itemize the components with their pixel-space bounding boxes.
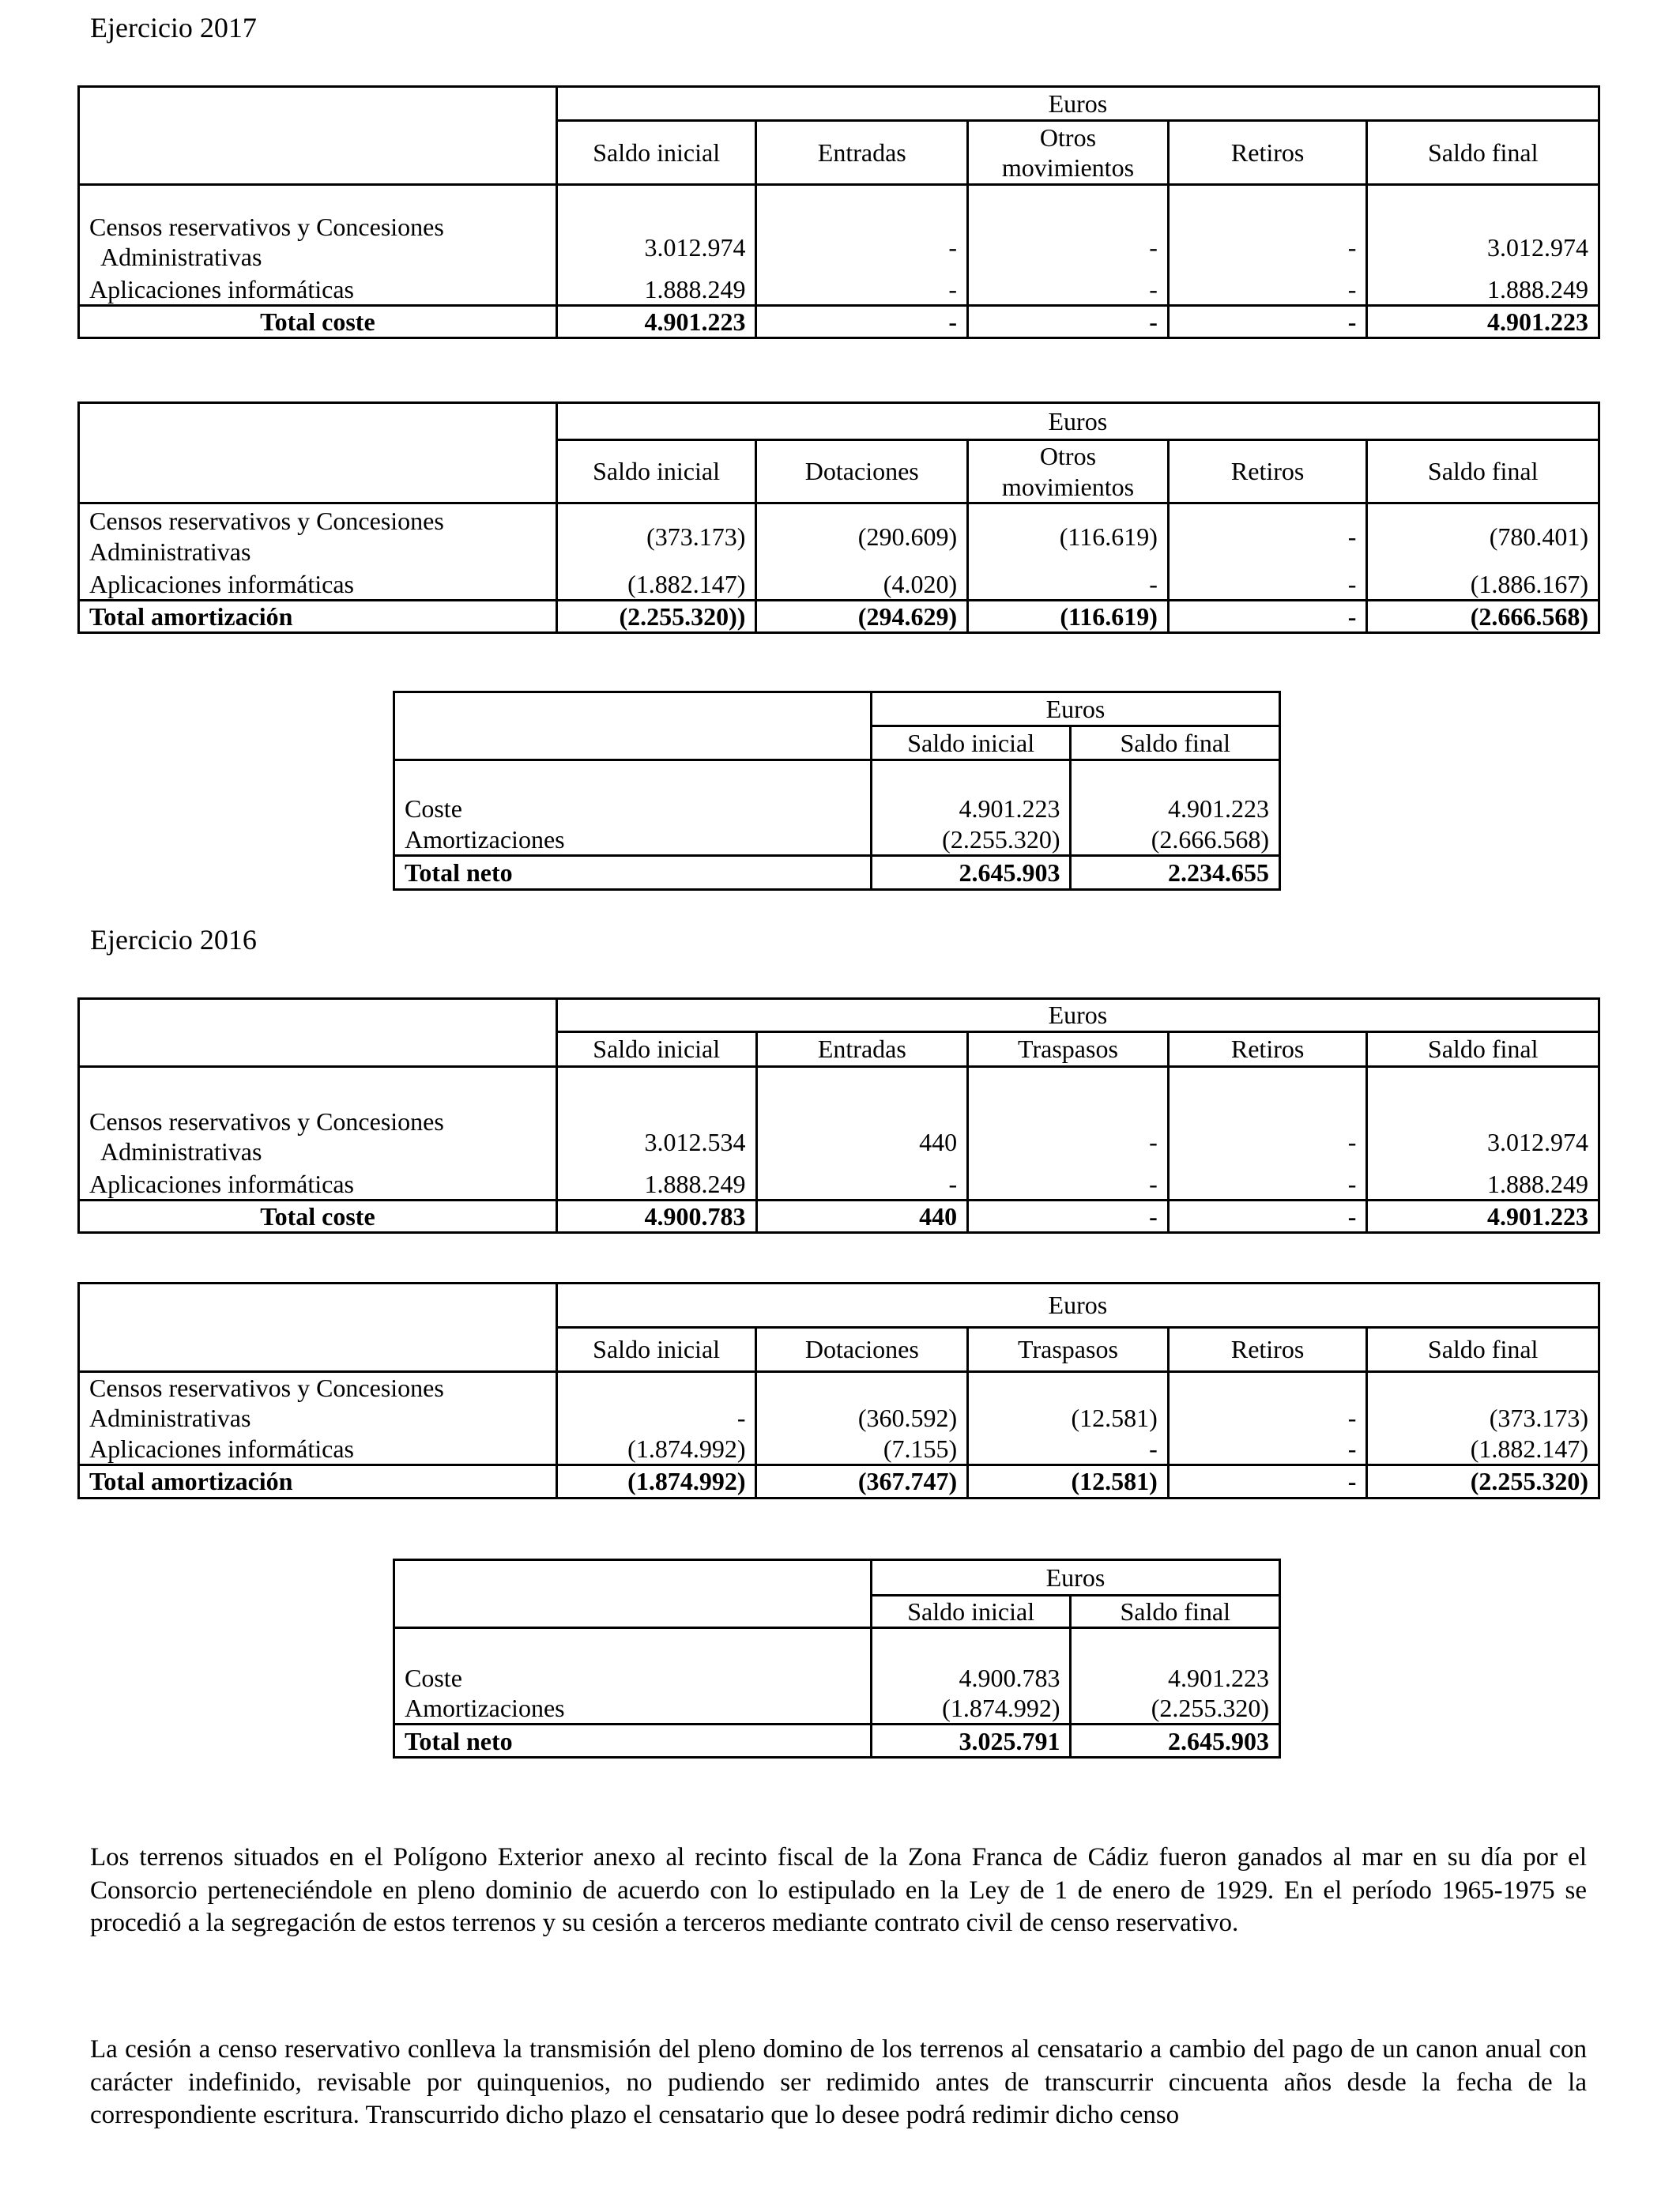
cell-value: - <box>756 185 968 274</box>
cell-value: - <box>1168 1434 1367 1465</box>
col-header: Saldo inicial <box>871 726 1071 760</box>
euros-header: Euros <box>871 692 1279 726</box>
col-header: Retiros <box>1168 121 1367 185</box>
cell-value: - <box>968 1067 1169 1169</box>
total-value: (367.747) <box>756 1465 968 1498</box>
cell-value: (1.882.147) <box>556 569 756 601</box>
total-label: Total amortización <box>79 600 557 632</box>
col-header: Retiros <box>1168 1032 1367 1067</box>
col-header: Entradas <box>756 121 968 185</box>
table-2017-neto <box>393 691 1281 891</box>
col-header: Otros movimientos <box>968 440 1169 503</box>
total-value: - <box>1168 1200 1367 1232</box>
cell-value: (290.609) <box>756 503 968 569</box>
total-label: Total coste <box>79 1200 557 1232</box>
cell-value: - <box>1168 274 1367 306</box>
total-value: 3.025.791 <box>871 1725 1071 1758</box>
table-2017-amortizacion <box>77 401 1600 634</box>
col-header: Retiros <box>1168 440 1367 503</box>
cell-value: (2.255.320) <box>1071 1693 1280 1725</box>
row-label: Coste <box>394 760 872 824</box>
cell-value: 4.900.783 <box>871 1628 1071 1693</box>
col-header: Retiros <box>1168 1328 1367 1372</box>
cell-value: 4.901.223 <box>1071 1628 1280 1693</box>
header-blank <box>394 692 872 760</box>
row-label: Censos reservativos y Concesiones Administrativas <box>79 185 557 274</box>
cell-value: 440 <box>756 1067 968 1169</box>
paragraph-terrenos: Los terrenos situados en el Polígono Exterior anexo al recinto fiscal de la Zona Franca de Cádiz fueron ganados al mar en su día por el Consorcio perteneciéndole en pleno dominio de acuerdo con lo estipulado en la Ley de 1 de enero de 1929. En el período 1965-1975 se procedió a la segregación de estos terrenos y su cesión a terceros mediante contrato civil de censo reservativo. <box>90 1843 1587 1938</box>
cell-value: - <box>1168 1169 1367 1201</box>
cell-value: - <box>1168 1372 1367 1434</box>
cell-value: - <box>968 569 1169 601</box>
col-header: Dotaciones <box>756 440 968 503</box>
cell-value: - <box>1168 569 1367 601</box>
cell-value: 4.901.223 <box>871 760 1071 824</box>
cell-value: - <box>1168 1067 1367 1169</box>
col-header: Saldo final <box>1367 1032 1599 1067</box>
total-value: (2.255.320) <box>1367 1465 1599 1498</box>
row-label: Censos reservativos y Concesiones Administrativas <box>79 503 557 569</box>
cell-value: (2.255.320) <box>871 824 1071 856</box>
euros-header: Euros <box>556 999 1599 1032</box>
total-value: (2.666.568) <box>1367 600 1599 632</box>
row-label: Censos reservativos y Concesiones Administrativas <box>79 1067 557 1169</box>
cell-value: - <box>968 1434 1169 1465</box>
col-header: Saldo final <box>1071 1596 1280 1628</box>
total-value: - <box>968 305 1169 337</box>
paragraph-cesion: La cesión a censo reservativo conlleva la transmisión del pleno domino de los terrenos al censatario a cambio del pago de un canon anual con carácter indefinido, revisable por quinquenios, no pudiendo ser redimido antes de transcurrir cincuenta años desde la fecha de la correspondiente escritura. Transcurrido dicho plazo el censatario que lo desee podrá redimir dicho censo <box>90 2035 1587 2130</box>
cell-value: - <box>968 185 1169 274</box>
cell-value: (2.666.568) <box>1071 824 1280 856</box>
total-value: 2.645.903 <box>871 856 1071 890</box>
cell-value: - <box>968 1169 1169 1201</box>
total-label: Total neto <box>394 1725 872 1758</box>
total-value: - <box>1168 1465 1367 1498</box>
row-label: Aplicaciones informáticas <box>79 1169 557 1201</box>
total-value: - <box>1168 305 1367 337</box>
row-label: Amortizaciones <box>394 1693 872 1725</box>
cell-value: (373.173) <box>1367 1372 1599 1434</box>
cell-value: (12.581) <box>968 1372 1169 1434</box>
cell-value: (1.874.992) <box>871 1693 1071 1725</box>
table-2016-amortizacion <box>77 1282 1600 1499</box>
total-label: Total coste <box>79 305 557 337</box>
cell-value: - <box>756 1169 968 1201</box>
cell-value: 3.012.974 <box>1367 185 1599 274</box>
cell-value: (7.155) <box>756 1434 968 1465</box>
total-value: - <box>968 1200 1169 1232</box>
header-blank <box>79 403 557 503</box>
total-value: (294.629) <box>756 600 968 632</box>
cell-value: 3.012.974 <box>1367 1067 1599 1169</box>
row-label: Censos reservativos y Concesiones Administrativas <box>79 1372 557 1434</box>
cell-value: - <box>968 274 1169 306</box>
col-header: Otros movimientos <box>968 121 1169 185</box>
euros-header: Euros <box>556 87 1599 121</box>
row-label: Aplicaciones informáticas <box>79 1434 557 1465</box>
euros-header: Euros <box>556 403 1599 440</box>
cell-value: - <box>1168 185 1367 274</box>
total-value: (1.874.992) <box>556 1465 756 1498</box>
total-value: (12.581) <box>968 1465 1169 1498</box>
header-blank <box>79 1284 557 1372</box>
section-title-2016: Ejercicio 2016 <box>90 924 257 956</box>
table-2016-neto <box>393 1559 1281 1759</box>
table-2017-coste <box>77 85 1600 339</box>
cell-value: (116.619) <box>968 503 1169 569</box>
cell-value: (360.592) <box>756 1372 968 1434</box>
total-value: 4.900.783 <box>556 1200 756 1232</box>
cell-value: 4.901.223 <box>1071 760 1280 824</box>
row-label: Aplicaciones informáticas <box>79 569 557 601</box>
cell-value: (1.882.147) <box>1367 1434 1599 1465</box>
col-header: Entradas <box>756 1032 968 1067</box>
euros-header: Euros <box>556 1284 1599 1328</box>
col-header: Saldo inicial <box>871 1596 1071 1628</box>
cell-value: 3.012.534 <box>556 1067 756 1169</box>
cell-value: 3.012.974 <box>556 185 756 274</box>
total-label: Total amortización <box>79 1465 557 1498</box>
col-header: Saldo inicial <box>556 1032 756 1067</box>
header-blank <box>394 1560 872 1628</box>
header-blank <box>79 999 557 1067</box>
col-header: Saldo inicial <box>556 440 756 503</box>
total-value: 440 <box>756 1200 968 1232</box>
col-header: Dotaciones <box>756 1328 968 1372</box>
col-header: Traspasos <box>968 1032 1169 1067</box>
total-label: Total neto <box>394 856 872 890</box>
col-header: Saldo inicial <box>556 121 756 185</box>
col-header: Traspasos <box>968 1328 1169 1372</box>
cell-value: (1.874.992) <box>556 1434 756 1465</box>
cell-value: (4.020) <box>756 569 968 601</box>
header-blank <box>79 87 557 185</box>
cell-value: (373.173) <box>556 503 756 569</box>
col-header: Saldo inicial <box>556 1328 756 1372</box>
total-value: 4.901.223 <box>1367 1200 1599 1232</box>
total-value: - <box>756 305 968 337</box>
cell-value: (1.886.167) <box>1367 569 1599 601</box>
total-value: 2.234.655 <box>1071 856 1280 890</box>
total-value: 4.901.223 <box>1367 305 1599 337</box>
euros-header: Euros <box>871 1560 1279 1596</box>
total-value: 4.901.223 <box>556 305 756 337</box>
total-value: - <box>1168 600 1367 632</box>
cell-value: - <box>1168 503 1367 569</box>
cell-value: 1.888.249 <box>1367 274 1599 306</box>
col-header: Saldo final <box>1367 440 1599 503</box>
row-label: Coste <box>394 1628 872 1693</box>
col-header: Saldo final <box>1071 726 1280 760</box>
row-label: Aplicaciones informáticas <box>79 274 557 306</box>
total-value: 2.645.903 <box>1071 1725 1280 1758</box>
total-value: (2.255.320)) <box>556 600 756 632</box>
cell-value: (780.401) <box>1367 503 1599 569</box>
total-value: (116.619) <box>968 600 1169 632</box>
cell-value: - <box>556 1372 756 1434</box>
cell-value: 1.888.249 <box>1367 1169 1599 1201</box>
row-label: Amortizaciones <box>394 824 872 856</box>
cell-value: 1.888.249 <box>556 274 756 306</box>
cell-value: 1.888.249 <box>556 1169 756 1201</box>
cell-value: - <box>756 274 968 306</box>
col-header: Saldo final <box>1367 121 1599 185</box>
section-title-2017: Ejercicio 2017 <box>90 12 257 43</box>
col-header: Saldo final <box>1367 1328 1599 1372</box>
table-2016-coste <box>77 997 1600 1234</box>
